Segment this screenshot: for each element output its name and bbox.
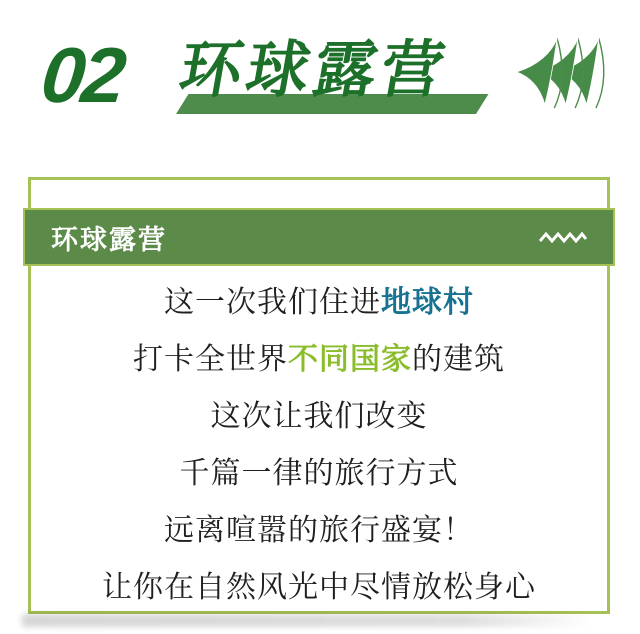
text-segment: 远离喧嚣的旅行盛宴！ — [164, 513, 474, 547]
text-segment: 让你在自然风光中尽情放松身心 — [102, 570, 536, 604]
text-segment: 打卡全世界 — [133, 342, 288, 376]
highlight-text: 不同国家 — [288, 342, 412, 376]
card-title: 环球露营 — [51, 224, 167, 255]
card-shadow — [22, 614, 610, 627]
text-segment: 这次让我们改变 — [210, 399, 428, 433]
card-title-bar — [23, 208, 615, 266]
text-segment: 千篇一律的旅行方式 — [179, 456, 459, 490]
tent-sails-icon — [512, 36, 618, 112]
body-text — [31, 270, 607, 612]
text-segment: 的建筑 — [412, 342, 505, 376]
body-line-5 — [31, 498, 607, 555]
body-line-2 — [31, 327, 607, 384]
body-line-4 — [31, 441, 607, 498]
body-line-3 — [31, 384, 607, 441]
body-line-1 — [31, 270, 607, 327]
text-segment: 这一次我们住进 — [164, 285, 381, 319]
zigzag-squiggle-icon — [539, 231, 587, 244]
section-number: 02 — [37, 31, 128, 119]
section-title: 环球露营 — [174, 36, 455, 105]
highlight-text: 地球村 — [381, 285, 474, 319]
body-line-6 — [31, 555, 607, 612]
